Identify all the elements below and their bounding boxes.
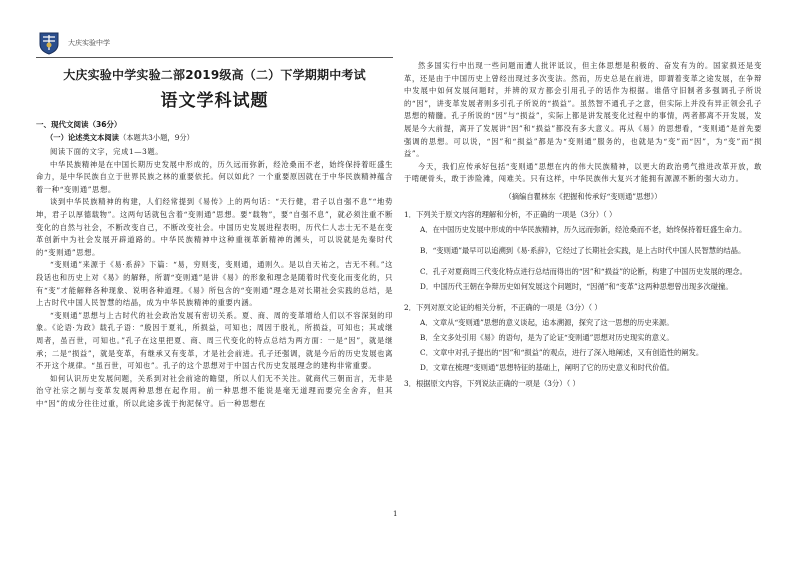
subsection-note: （本题共3小题，9分） xyxy=(118,133,194,142)
exam-title: 大庆实验中学实验二部2019级高（二）下学期期中考试 xyxy=(63,68,366,82)
subsection-label: （一）论述类文本阅读 xyxy=(46,133,119,142)
question-stem: 1．下列关于原文内容的理解和分析，不正确的一项是（3分）（ ） xyxy=(404,209,617,219)
question-option: A．在中国历史发展中形成的中华民族精神，历久远而弥新，经沧桑而不老，始终保持着旺盛生命力。 xyxy=(420,224,747,234)
question-option: B．“变则通”最早可以追溯到《易·系辞》，它经过了长期社会实践，是上古时代中国人民智慧的结晶。 xyxy=(420,245,746,255)
passage-source: （摘编自瞿林东《把握和传承好“变则通”思想》） xyxy=(504,191,662,201)
header-divider xyxy=(36,57,393,58)
question-option: B．全文多处引用《易》的语句，是为了论证“变则通”思想对历史现实的意义。 xyxy=(420,332,674,342)
school-logo-icon xyxy=(36,30,62,56)
passage-paragraph: “变则通”思想与上古时代的社会政治发展有密切关系。夏、商、周的变革增给人们以不容深刻的印象。《论语·为政》载孔子语：“殷因于夏礼，所损益，可知也；周因于殷礼，所损益，可知也；其或继周者，虽百世，可知也。”孔子在这里把夏、商、周三代变化的特点总结为两方面：一是“因”，就是继承；二是“损益”，就是变革，有继承又有变革，才是社会前进。孔子还强调，就是今后的历史发展也离不开这个规律。“虽百世，可知也”。孔子的这个思想对于中国古代历史发展理念的建构非常重要。 xyxy=(36,310,393,371)
page-header xyxy=(36,34,110,52)
passage-paragraph: 谈到中华民族精神的构建，人们经常提到《易传》上的两句话：“天行健，君子以自强不息”“地势坤，君子以厚德载物”。这两句话就包含着“变则通”思想。要“载物”，要“自强不息”，就必须注重不断变化的自然与社会，不断改变自己，不断改变社会。中国历史发展进程表明，历代仁人志士无不是在变革创新中为社会发展开辟道路的。中华民族精神中这种重视革新精神的渊头，可以说就是先秦时代的“变则通”思想。 xyxy=(36,197,393,257)
question-stem: 3．根据原文内容，下列说法正确的一项是（3分）（ ） xyxy=(404,378,580,388)
question-option: C．文章中对孔子提出的“因”和“损益”的观点，进行了深入地阐述，又有创造性的阐发。 xyxy=(420,347,704,357)
right-column xyxy=(404,60,762,392)
school-name: 大庆实验中学 xyxy=(68,39,110,47)
question-option: D．文章在梳理“变则通”思想特征的基础上，阐明了它的历史意义和时代价值。 xyxy=(420,362,675,372)
question-option: D．中国历代王朝在争辩历史如何发展这个问题时，“因循”和“变革”这两种思想曾出现多次碰撞。 xyxy=(420,281,733,291)
subsection-heading xyxy=(46,133,393,143)
section-heading: 一、现代文阅读（36分） xyxy=(36,120,122,129)
passage-paragraph: 然多国实行中出现一些问题而遭人批评诋议，但主体思想是积极的、奋发有为的。国家损还是变革，还是由于中国历史上曾经出现过多次变法。然而，历史总是在前进，即谓着变革之途发展，在争辩中发展中如何发展问题时，并辨的双方都会引用孔子的话作为根据。谁借守旧制者多强调孔子所说的“因”，讲变革发展者则多引孔子所说的“损益”。虽然智不通孔子之意，但实际上并没有异正领会孔子思想的精髓。孔子所说的“因”与“损益”，实际上都是讲发展变化过程中的事情，两者都离不开发展，发展是今大前提，离开了发展讲“因”和“损益”都没有多大意义。再从《易》的思想看，“变则通”是首先要强调的思想。可以说，“因”和“损益”都是为“变则通”服务的，也就是为“变”而“因”，为“变”而“损益”。 xyxy=(404,61,762,159)
passage-paragraph: 今天，我们应传承好包括“变则通”思想在内的伟大民族精神，以更大的政治勇气推进改革开放，敢于啃硬骨头，敢于涉险滩，闯难关。只有这样，中华民族伟大复兴才能拥有源源不断的强大动力。 xyxy=(404,161,762,184)
question-option: C．孔子对夏商周三代变化特点进行总结而得出的“因”和“损益”的论断，构建了中国历史发展的理念。 xyxy=(420,266,747,276)
passage-paragraph: 中华民族精神是在中国长期历史发展中形成的，历久远而弥新，经沧桑而不老，始终保持着旺盛生命力，是中华民族自立于世界民族之林的重要依托。何以如此？一个重要原因就在于中华民族精神蕴含着一种“变则通”思想。 xyxy=(36,159,393,194)
question-option: A．文章从“变则通”思想的意义谈起，追本溯源，探究了这一思想的历史来源。 xyxy=(420,317,674,327)
question-stem: 2．下列对原文论证的相关分析，不正确的一项是（3分）（ ） xyxy=(404,302,602,312)
passage-paragraph: “变则通”来源于《易·系辞》下篇：“易，穷则变，变则通，通则久。是以自天祐之，吉无不利。”这段话也和历史上对《易》的解释，所谓“变则通”是讲《易》的形象和理念是随着时代变化而变化的，只有“变”才能解释各种现象、说明各种道理。《易》所包含的“变则通”理念是对长期社会实践的总结，是上古时代中国人民智慧的结晶，成为中华民族精神的重要内涵。 xyxy=(36,260,393,308)
page-number: 1 xyxy=(393,510,398,518)
passage-paragraph: 如何认识历史发展问题，关系到对社会前途的瞻望，所以人们无不关注。就商代三朝而言，无非是治守社宗之制与变革发展两种思想在起作用。前一种思想不能说是毫无道理而要完全舍弃，但其中“因”的成分往往过重，所以此途多流于拘泥保守。后一种思想在 xyxy=(36,373,393,408)
subject-title: 语文学科试题 xyxy=(160,91,269,111)
instruction-text: 阅读下面的文字，完成1—3题。 xyxy=(50,147,164,156)
left-column xyxy=(36,60,393,410)
